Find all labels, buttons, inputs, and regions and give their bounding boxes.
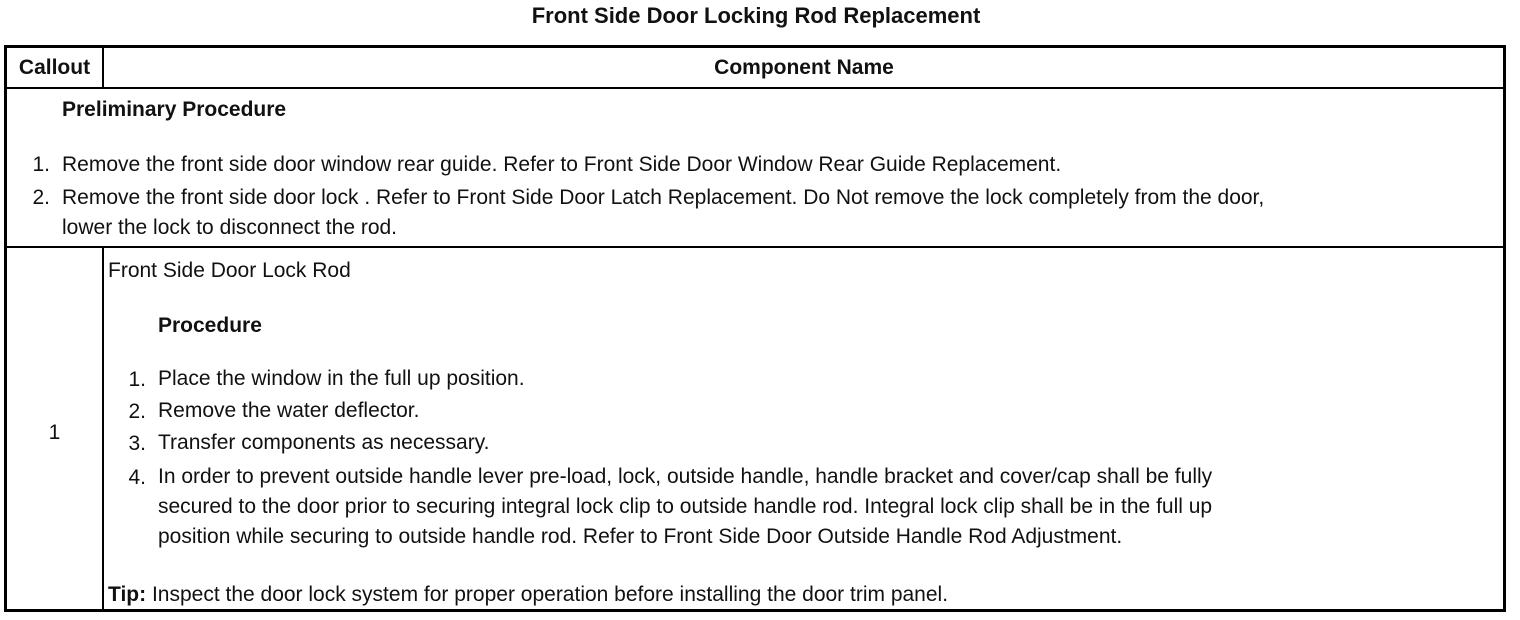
component-table <box>4 45 1506 612</box>
procedure-step-text: Place the window in the full up position. <box>158 367 525 390</box>
procedure-step-text: Remove the water deflector. <box>158 399 420 422</box>
procedure-step-number: 1. <box>128 368 146 391</box>
tip-note <box>108 581 948 608</box>
procedure-step-number: 4. <box>128 466 146 489</box>
preliminary-heading: Preliminary Procedure <box>62 98 287 121</box>
preliminary-step-text: Remove the front side door lock . Refer to Front Side Door Latch Replacement. Do Not remove the lock completely from the door, <box>62 186 1265 209</box>
tip-text: Inspect the door lock system for proper operation before installing the door trim panel. <box>146 583 949 606</box>
preliminary-step-text: Remove the front side door window rear guide. Refer to Front Side Door Window Rear Guide Replacement. <box>62 153 1062 176</box>
page-title: Front Side Door Locking Rod Replacement <box>531 3 981 28</box>
header-callout: Callout <box>18 56 91 79</box>
procedure-step-text: Transfer components as necessary. <box>158 431 490 454</box>
procedure-step-number: 2. <box>128 400 146 423</box>
procedure-step-text-continued: position while securing to outside handle rod. Refer to Front Side Door Outside Handle Rod Adjustment. <box>158 525 1123 548</box>
procedure-heading: Procedure <box>158 314 262 337</box>
procedure-step-number: 3. <box>128 432 146 455</box>
row-column-divider <box>102 247 104 612</box>
procedure-step-text-continued: secured to the door prior to securing integral lock clip to outside handle rod. Integral lock clip shall be in the full up <box>158 495 1213 518</box>
preliminary-step-text-continued: lower the lock to disconnect the rod. <box>62 216 398 239</box>
preliminary-step-number: 2. <box>32 186 50 209</box>
preliminary-divider <box>7 246 1503 248</box>
header-component-name: Component Name <box>714 56 894 79</box>
procedure-step-text: In order to prevent outside handle lever pre-load, lock, outside handle, handle bracket and cover/cap shall be fully <box>158 465 1213 488</box>
preliminary-step-number: 1. <box>32 153 50 176</box>
callout-number: 1 <box>48 421 61 444</box>
tip-label: Tip: <box>108 583 147 606</box>
header-divider <box>7 87 1503 89</box>
component-name: Front Side Door Lock Rod <box>108 259 351 282</box>
